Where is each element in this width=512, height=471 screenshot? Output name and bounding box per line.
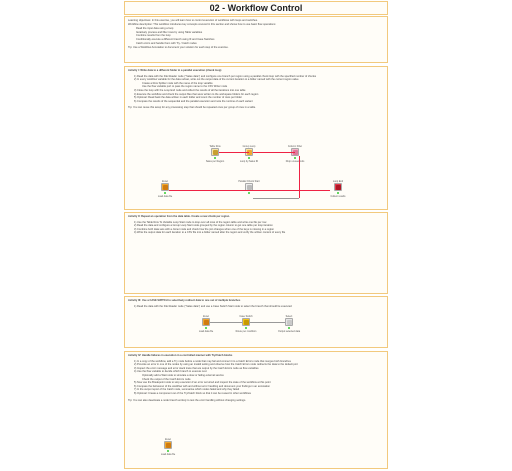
node-icon[interactable] bbox=[202, 318, 210, 326]
flow-connection bbox=[219, 152, 249, 153]
node-status bbox=[337, 192, 339, 194]
node-label: Excel bbox=[203, 315, 209, 318]
node-sublabel: Collect results bbox=[330, 195, 346, 198]
activity-1-steps bbox=[128, 75, 384, 82]
node-excel-reader[interactable] bbox=[189, 315, 223, 333]
activity-step: 5) Optional: Read back the data written in each folder and count the number of rows per folder bbox=[134, 96, 242, 100]
node-status bbox=[205, 327, 207, 329]
activity-step: 7) In the output report of the Catch node, summarise which nodes failed and why they failed bbox=[134, 388, 240, 392]
node-status bbox=[214, 157, 216, 159]
loop-start-icon bbox=[213, 150, 218, 155]
node-column-filter[interactable] bbox=[278, 145, 312, 163]
node-icon[interactable] bbox=[334, 183, 342, 191]
activity-1-heading: Activity I: Write data to a different folder in a parallel execution (chunk loop) bbox=[128, 69, 222, 72]
node-icon[interactable] bbox=[161, 183, 169, 191]
activity-3-annotation bbox=[124, 296, 388, 348]
activity-3-heading: Activity III: Use a CASE SWITCH to selectively redirect data to one out of multiple branches bbox=[128, 299, 241, 302]
node-sublabel: Load data file bbox=[198, 330, 214, 333]
activity-step: 2) In every workflow variable for the data subset, write out the output data of the current iteration to a folder named with the current region value bbox=[134, 78, 299, 82]
loop-end-icon bbox=[336, 185, 341, 190]
flow-connection bbox=[169, 190, 330, 191]
node-label: Column Filter bbox=[287, 145, 303, 148]
activity-1-subbullets bbox=[128, 82, 384, 89]
activity-2-annotation bbox=[124, 212, 388, 294]
output-icon bbox=[287, 320, 292, 325]
node-parallel-chunk[interactable] bbox=[232, 180, 266, 195]
node-status bbox=[248, 157, 250, 159]
node-label: Parallel Chunk Start bbox=[238, 180, 260, 183]
node-label: Case Switch bbox=[239, 315, 253, 318]
node-icon[interactable] bbox=[164, 441, 172, 449]
flow-connection bbox=[299, 156, 300, 198]
node-label: Excel bbox=[165, 438, 171, 441]
activity-step: 4) Use the flow variable to decide which branch to execute next bbox=[134, 370, 207, 374]
page-title: 02 - Workflow Control bbox=[209, 3, 303, 13]
node-case-switch[interactable] bbox=[229, 315, 263, 333]
activity-1-steps-cont bbox=[128, 89, 384, 103]
flow-connection bbox=[210, 322, 242, 323]
node-sublabel: Output selected data bbox=[277, 330, 301, 333]
activity-4-steps-cont bbox=[128, 381, 384, 395]
activity-step: 3) Inspect the error message and error stack trace that are output by the Catch Errors node as flow variables bbox=[134, 366, 259, 370]
node-excel-reader[interactable] bbox=[148, 180, 182, 198]
node-loop-end[interactable] bbox=[321, 180, 355, 198]
node-status bbox=[294, 157, 296, 159]
switch-icon bbox=[244, 320, 249, 325]
activity-step: 6) Compare the results of the sequential and the parallel execution and note the runtime of each variant bbox=[134, 99, 253, 103]
node-sublabel: Load data file bbox=[157, 195, 173, 198]
activity-3-steps bbox=[128, 305, 384, 309]
activity-4-tip: Tip: You can also deactivate a node branch entirely to test the error handling without changing settings. bbox=[128, 398, 246, 402]
node-label: Group Loop bbox=[242, 145, 256, 148]
node-select[interactable] bbox=[272, 315, 306, 333]
flow-connection bbox=[250, 322, 285, 323]
node-status bbox=[245, 327, 247, 329]
intro-annotation bbox=[124, 16, 388, 63]
activity-step: 2) Provoke an error in one of the nodes by using an invalid setting and observe how the Catch Errors node redirects the data to the default port bbox=[134, 363, 298, 367]
activity-subbullet: • Optionally add a Wait node to simulate a slow or failing external service bbox=[142, 374, 384, 378]
node-icon[interactable] bbox=[242, 318, 250, 326]
node-table-row[interactable] bbox=[198, 145, 232, 163]
node-label: Loop End bbox=[332, 180, 344, 183]
node-excel-reader[interactable] bbox=[151, 438, 185, 456]
activity-4-steps bbox=[128, 360, 384, 374]
node-status bbox=[248, 192, 250, 194]
node-group-loop[interactable] bbox=[232, 145, 266, 163]
intro-bullet: • Combine results from the loop bbox=[136, 34, 384, 38]
excel-icon bbox=[166, 443, 171, 448]
activity-step: 3) Close the loop with the Loop End node and collect the results of all the iterations into one table bbox=[134, 88, 246, 92]
intro-description: Workflow description: This workflow introduces key concepts covered in this section and shows how to use basic flow operations: bbox=[128, 22, 276, 26]
intro-bullet: • Catch errors and handle them with Try / Catch nodes bbox=[136, 42, 384, 46]
activity-step: 3) Combine both data sets with a Joiner node and check how the join changes when one of the keys is missing in a region bbox=[134, 227, 275, 231]
activity-step: 1) Read the data with the File Reader node ("Sales data") and use a Case Switch Start node to select the branch that should be executed bbox=[134, 304, 292, 308]
activity-2-steps bbox=[128, 221, 384, 235]
activity-4-annotation bbox=[124, 351, 388, 469]
node-sublabel: Loop by Sales ID bbox=[239, 160, 259, 163]
activity-subbullet: • Create a Row Splitter node with the name of the loop variable bbox=[142, 82, 384, 86]
node-icon[interactable] bbox=[285, 318, 293, 326]
node-label: Table Row bbox=[209, 145, 221, 148]
node-status bbox=[288, 327, 290, 329]
node-label: Select bbox=[285, 315, 293, 318]
activity-subbullet: • Use the flow variable port to pass the region name to the CSV Writer node bbox=[142, 85, 384, 89]
node-sublabel: Route per condition bbox=[235, 330, 257, 333]
intro-footer: Tip: Use a Workflow Annotation to document your solution for each step of the exercise. bbox=[128, 46, 229, 50]
parallel-icon bbox=[247, 185, 252, 190]
intro-objectives: Learning objectives: In this exercise, you will learn how to control execution of workflows with loops and switches. bbox=[128, 19, 258, 22]
intro-bullet: • Conditionally execute a different branch using IF and Case Switches bbox=[136, 38, 384, 42]
node-sublabel: Drop unused cols bbox=[285, 160, 305, 163]
activity-2-heading: Activity II: Repeat an operation from the data table. Create a new chunk per region. bbox=[128, 215, 230, 218]
activity-step: 1) In a copy of the workflow, add a Try node before a node that may fail and connect it to a Catch Errors node that merges both branches bbox=[134, 359, 291, 363]
workflow-canvas-1 bbox=[125, 145, 388, 209]
node-label: Excel bbox=[162, 180, 168, 183]
intro-bullet: • Read the input data using a loop bbox=[136, 27, 384, 31]
excel-icon bbox=[163, 185, 168, 190]
flow-connection bbox=[253, 152, 295, 153]
activity-4-heading: Activity IV: Handle failures in execution in a controlled manner with Try/Catch blocks bbox=[128, 354, 233, 357]
node-sublabel: Sales per Region bbox=[205, 160, 225, 163]
activity-step: 4) Write the output data for each iteration to a CSV file into a folder named after the region and verify the written content of every file bbox=[134, 231, 286, 235]
activity-4-subbullets bbox=[128, 374, 384, 381]
activity-step: 2) Read the data and configure a Group Loop Start node grouped by the region column to get one table per loop iteration bbox=[134, 224, 273, 228]
activity-step: 5) Now use the Breakpoint node to stop execution if an error occurred and inspect the state of the workflow at this point bbox=[134, 381, 271, 385]
activity-subbullet: • Check the output of the Catch Errors node bbox=[142, 378, 384, 382]
activity-step: 4) Execute the workflow and check the output files that were written to the workspace folders for each region bbox=[134, 92, 259, 96]
activity-step: 6) Compare the behaviour of the workflow with and without error handling and document your findings in an annotation bbox=[134, 384, 270, 388]
activity-1-tip: Tip: You can reuse this setup for any processing step that should be repeated once per group of rows in a table. bbox=[128, 106, 256, 110]
activity-step: 1) Read the data with the File Reader node ("Sales data") and configure one branch per region using a parallel chunk loop with the specified number of chunks bbox=[134, 74, 317, 78]
workflow-canvas-4 bbox=[125, 438, 388, 468]
activity-step: 1) Use the Table Row To Variable Loop Start node to loop over all rows of the region table and write one file per row bbox=[134, 220, 267, 224]
flow-connection bbox=[253, 198, 299, 199]
workflow-title bbox=[124, 1, 388, 15]
node-sublabel: Load data file bbox=[160, 453, 176, 456]
workflow-canvas-3 bbox=[125, 315, 388, 347]
activity-1-annotation bbox=[124, 66, 388, 210]
activity-step: 8) Optional: Create a component out of the Try/Catch block so that it can be reused in other workflows bbox=[134, 391, 251, 395]
excel-icon bbox=[204, 320, 209, 325]
intro-bullet: • Iteratively process and filter rows by using Table variables bbox=[136, 31, 384, 35]
node-status bbox=[164, 192, 166, 194]
node-status bbox=[167, 450, 169, 452]
node-icon[interactable] bbox=[211, 148, 219, 156]
intro-bullet-list bbox=[128, 27, 384, 45]
